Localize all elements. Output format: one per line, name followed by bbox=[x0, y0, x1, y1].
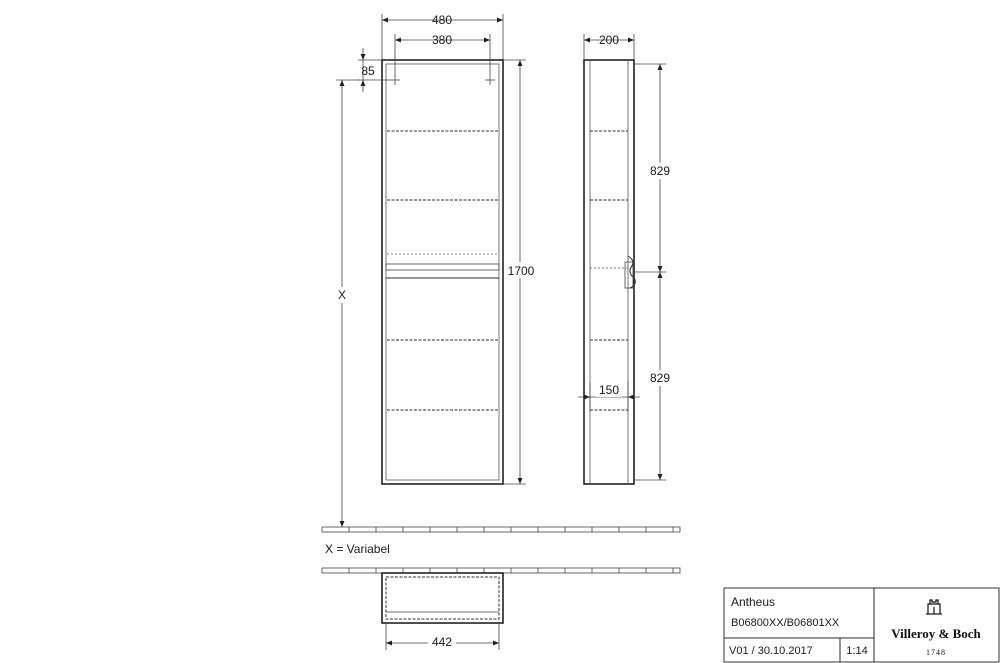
label-width-inner: 380 bbox=[431, 33, 453, 47]
plan-cabinet-inner bbox=[386, 577, 499, 619]
label-top-offset: 85 bbox=[361, 64, 375, 78]
dimension-door-upper bbox=[634, 64, 674, 272]
plan-view bbox=[382, 573, 503, 650]
label-handle-depth: 150 bbox=[598, 383, 620, 397]
mounting-point-left bbox=[390, 75, 400, 85]
title-block bbox=[724, 588, 999, 662]
label-door-lower: 829 bbox=[649, 371, 671, 385]
label-mounting-height: X bbox=[337, 288, 347, 302]
dimension-height-total bbox=[503, 60, 535, 484]
side-cabinet-outline bbox=[584, 60, 634, 484]
dimension-top-offset bbox=[358, 48, 390, 92]
dimension-handle-depth bbox=[578, 382, 640, 412]
label-height-total: 1700 bbox=[507, 264, 535, 278]
dimension-depth bbox=[584, 33, 634, 60]
dimension-mounting-height bbox=[334, 80, 360, 527]
variable-note: X = Variabel bbox=[325, 542, 390, 556]
front-cabinet-inner-frame bbox=[386, 64, 499, 480]
dimension-bottom-width bbox=[386, 623, 499, 650]
label-width-outer: 480 bbox=[431, 13, 453, 27]
label-door-upper: 829 bbox=[649, 164, 671, 178]
brand-year: 1748 bbox=[926, 648, 946, 657]
brand-name: Villeroy & Boch bbox=[891, 626, 981, 641]
scale: 1:14 bbox=[846, 645, 868, 657]
label-depth: 200 bbox=[598, 33, 620, 47]
side-view bbox=[578, 33, 674, 484]
version-date: V01 / 30.10.2017 bbox=[729, 645, 813, 657]
front-middle-drawer bbox=[386, 264, 499, 270]
product-name: Antheus bbox=[731, 595, 776, 609]
mounting-point-right bbox=[485, 75, 495, 85]
front-view bbox=[334, 13, 535, 527]
article-numbers: B06800XX/B06801XX bbox=[731, 617, 840, 629]
front-cabinet-outline bbox=[382, 60, 503, 484]
label-bottom-width: 442 bbox=[431, 635, 453, 649]
dimension-width-inner bbox=[395, 33, 490, 75]
plan-cabinet-outline bbox=[382, 573, 503, 623]
dimension-door-lower bbox=[634, 272, 674, 480]
floor-line-upper bbox=[322, 527, 680, 532]
